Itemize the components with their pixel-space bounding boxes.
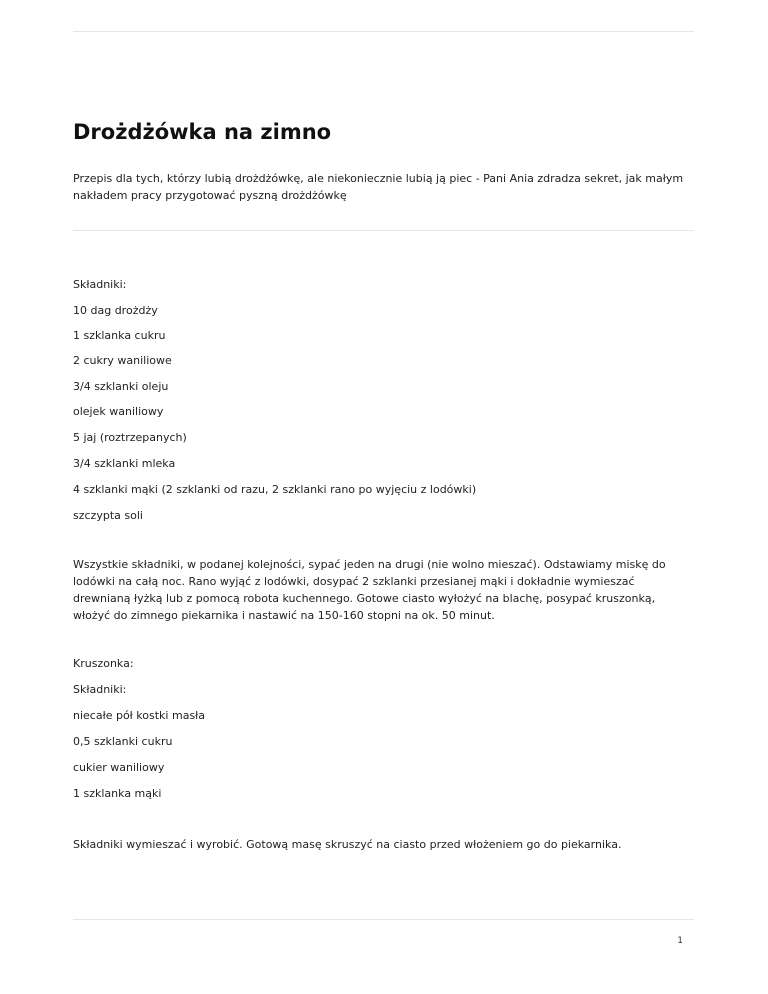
recipe-intro: Przepis dla tych, którzy lubią drożdżówkę, ale niekoniecznie lubią ją piec - Pani Ania zdradza sekret, jak małym nakładem pracy przygotować pyszną drożdżówkę [73,172,684,202]
crumble-ingredient-item: cukier waniliowy [73,761,165,774]
crumble-instructions: Składniki wymieszać i wyrobić. Gotową masę skruszyć na ciasto przed włożeniem go do piekarnika. [73,838,622,851]
intro-divider [73,230,694,231]
ingredient-item: 3/4 szklanki mleka [73,457,176,470]
ingredient-item: 5 jaj (roztrzepanych) [73,431,187,444]
crumble-ingredient-item: niecałe pół kostki masła [73,709,206,722]
ingredient-item: 4 szklanki mąki (2 szklanki od razu, 2 szklanki rano po wyjęciu z lodówki) [73,483,477,496]
header-divider [73,31,694,32]
footer-divider [73,919,694,920]
recipe-title: Drożdżówka na zimno [73,120,332,144]
ingredient-item: 2 cukry waniliowe [73,354,172,367]
crumble-heading: Kruszonka: [73,657,134,670]
crumble-ingredient-item: 0,5 szklanki cukru [73,735,173,748]
page-number: 1 [677,936,683,946]
crumble-ingredient-item: 1 szklanka mąki [73,787,162,800]
ingredient-item: szczypta soli [73,509,143,522]
ingredient-item: 10 dag drożdży [73,304,158,317]
ingredient-item: 3/4 szklanki oleju [73,380,169,393]
crumble-ingredients-heading: Składniki: [73,683,127,696]
ingredient-item: 1 szklanka cukru [73,329,166,342]
ingredient-item: olejek waniliowy [73,405,164,418]
instructions-paragraph: Wszystkie składniki, w podanej kolejności, sypać jeden na drugi (nie wolno mieszać). Odstawiamy miskę do lodówki na całą noc. Rano wyjąć z lodówki, dosypać 2 szklanki przesianej mąki i dokładnie wymieszać drewnianą łyżką lub z pomocą robota kuchennego. Gotowe ciasto wyłożyć na blachę, posypać kruszonką, włożyć do zimnego piekarnika i nastawić na 150-160 stopni na ok. 50 minut. [73,558,666,622]
ingredients-heading: Składniki: [73,278,127,291]
